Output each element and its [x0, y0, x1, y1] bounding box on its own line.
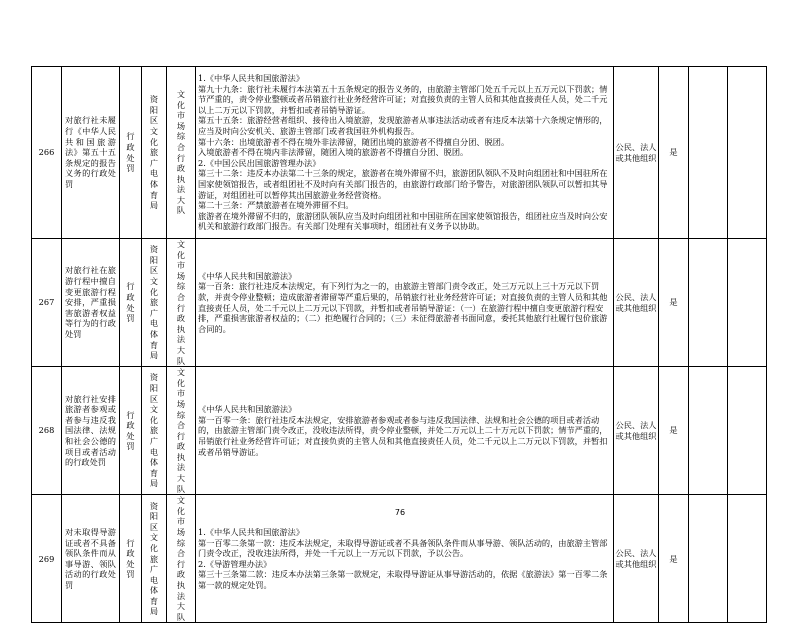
row-number: 267 — [32, 239, 62, 367]
power-category: 行政处罚 — [120, 239, 142, 367]
table-body — [32, 67, 767, 623]
table-row — [32, 239, 767, 367]
flag-cell: 是 — [659, 367, 689, 495]
flag-cell: 是 — [659, 239, 689, 367]
empty-cell — [689, 67, 728, 239]
applicable-subject: 公民、法人或其他组织 — [614, 495, 659, 623]
responsible-department: 资阳区文化旅广电体育局 — [142, 67, 167, 239]
empty-cell — [689, 367, 728, 495]
enforcement-agency: 文化市场综合行政执法大队 — [167, 495, 196, 623]
power-category: 行政处罚 — [120, 367, 142, 495]
responsible-department: 资阳区文化旅广电体育局 — [142, 495, 167, 623]
legal-basis: 《中华人民共和国旅游法》 第一百条：旅行社违反本法规定，有下列行为之一的，由旅游主管部门责令改正，处三万元以上三十万元以下罚款，并责令停业整顿；造成旅游者滞留等严重后果的，吊销旅行社业务经营许可证；对直接负责的主管人员和其他直接责任人员，处二千元以上二万元以下罚款，并暂扣或者吊销导游证：（一）在旅游行程中擅自变更旅游行程安排，严重损害旅游者权益的；（二）拒绝履行合同的；（三）未征得旅游者书面同意，委托其他旅行社履行包价旅游合同的。 — [196, 239, 614, 367]
empty-cell — [728, 239, 767, 367]
flag-cell: 是 — [659, 495, 689, 623]
legal-basis: 《中华人民共和国旅游法》 第一百零一条：旅行社违反本法规定，安排旅游者参观或者参与违反我国法律、法规和社会公德的项目或者活动的，由旅游主管部门责令改正，没收违法所得，责令停业整顿，并处二万元以上二十万元以下罚款；情节严重的，吊销旅行社业务经营许可证；对直接负责的主管人员和其他直接责任人员，处二千元以上二万元以下罚款，并暂扣或者吊销导游证。 — [196, 367, 614, 495]
row-number: 266 — [32, 67, 62, 239]
enforcement-agency: 文化市场综合行政执法大队 — [167, 367, 196, 495]
empty-cell — [728, 67, 767, 239]
responsible-department: 资阳区文化旅广电体育局 — [142, 239, 167, 367]
applicable-subject: 公民、法人或其他组织 — [614, 239, 659, 367]
row-number: 269 — [32, 495, 62, 623]
responsible-department: 资阳区文化旅广电体育局 — [142, 367, 167, 495]
table-row — [32, 367, 767, 495]
power-category: 行政处罚 — [120, 495, 142, 623]
item-name: 对未取得导游证或者不具备领队条件而从事导游、领队活动的行政处罚 — [62, 495, 120, 623]
applicable-subject: 公民、法人或其他组织 — [614, 367, 659, 495]
table-row — [32, 67, 767, 239]
empty-cell — [689, 239, 728, 367]
item-name: 对旅行社在旅游行程中擅自变更旅游行程安排，严重损害旅游者权益等行为的行政处罚 — [62, 239, 120, 367]
legal-basis: 1.《中华人民共和国旅游法》 第九十九条：旅行社未履行本法第五十五条规定的报告义务的，由旅游主管部门处五千元以上五万元以下罚款；情节严重的，责令停业整顿或者吊销旅行社业务经营许可证；对直接负责的主管人员和其他直接责任人员，处二千元以上二万元以下罚款，并暂扣或者吊销导游证。 第五十五条：旅游经营者组织、接待出入境旅游，发现旅游者从事违法活动或者有违反本法第十六条规定情形的，应当及时向公安机关、旅游主管部门或者我国驻外机构报告。 第十六条：出境旅游者不得在境外非法滞留，随团出境的旅游者不得擅自分团、脱团。 入境旅游者不得在境内非法滞留，随团入境的旅游者不得擅自分团、脱团。 2.《中国公民出国旅游管理办法》 第三十二条：违反本办法第二十三条的规定，旅游者在境外滞留不归，旅游团队领队不及时向组团社和中国驻所在国家使领馆报告，或者组团社不及时向有关部门报告的，由旅游行政部门给予警告，对旅游团队领队可以暂扣其导游证，对组团社可以暂停其出国旅游业务经营资格。 第二十三条：严禁旅游者在境外滞留不归。 旅游者在境外滞留不归的，旅游团队领队应当及时向组团社和中国驻所在国家使领馆报告，组团社应当及时向公安机关和旅游行政部门报告。有关部门处理有关事项时，组团社有义务予以协助。 — [196, 67, 614, 239]
row-number: 268 — [32, 367, 62, 495]
enforcement-agency: 文化市场综合行政执法大队 — [167, 67, 196, 239]
enforcement-agency: 文化市场综合行政执法大队 — [167, 239, 196, 367]
item-name: 对旅行社未履行《中华人民共和国旅游法》第五十五条规定的报告义务的行政处罚 — [62, 67, 120, 239]
applicable-subject: 公民、法人或其他组织 — [614, 67, 659, 239]
flag-cell: 是 — [659, 67, 689, 239]
item-name: 对旅行社安排旅游者参观或者参与违反我国法律、法规和社会公德的项目或者活动的行政处罚 — [62, 367, 120, 495]
power-category: 行政处罚 — [120, 67, 142, 239]
page-number: 76 — [394, 508, 406, 517]
empty-cell — [728, 367, 767, 495]
power-list-table — [31, 66, 767, 623]
legal-basis: 1.《中华人民共和国旅游法》 第一百零二条第一款：违反本法规定，未取得导游证或者不具备领队条件而从事导游、领队活动的，由旅游主管部门责令改正，没收违法所得，并处一千元以上一万元以下罚款，予以公告。 2.《导游管理办法》 第三十三条第二款：违反本办法第三条第一款规定，未取得导游证从事导游活动的，依据《旅游法》第一百零二条第一款的规定处罚。 — [196, 495, 614, 623]
